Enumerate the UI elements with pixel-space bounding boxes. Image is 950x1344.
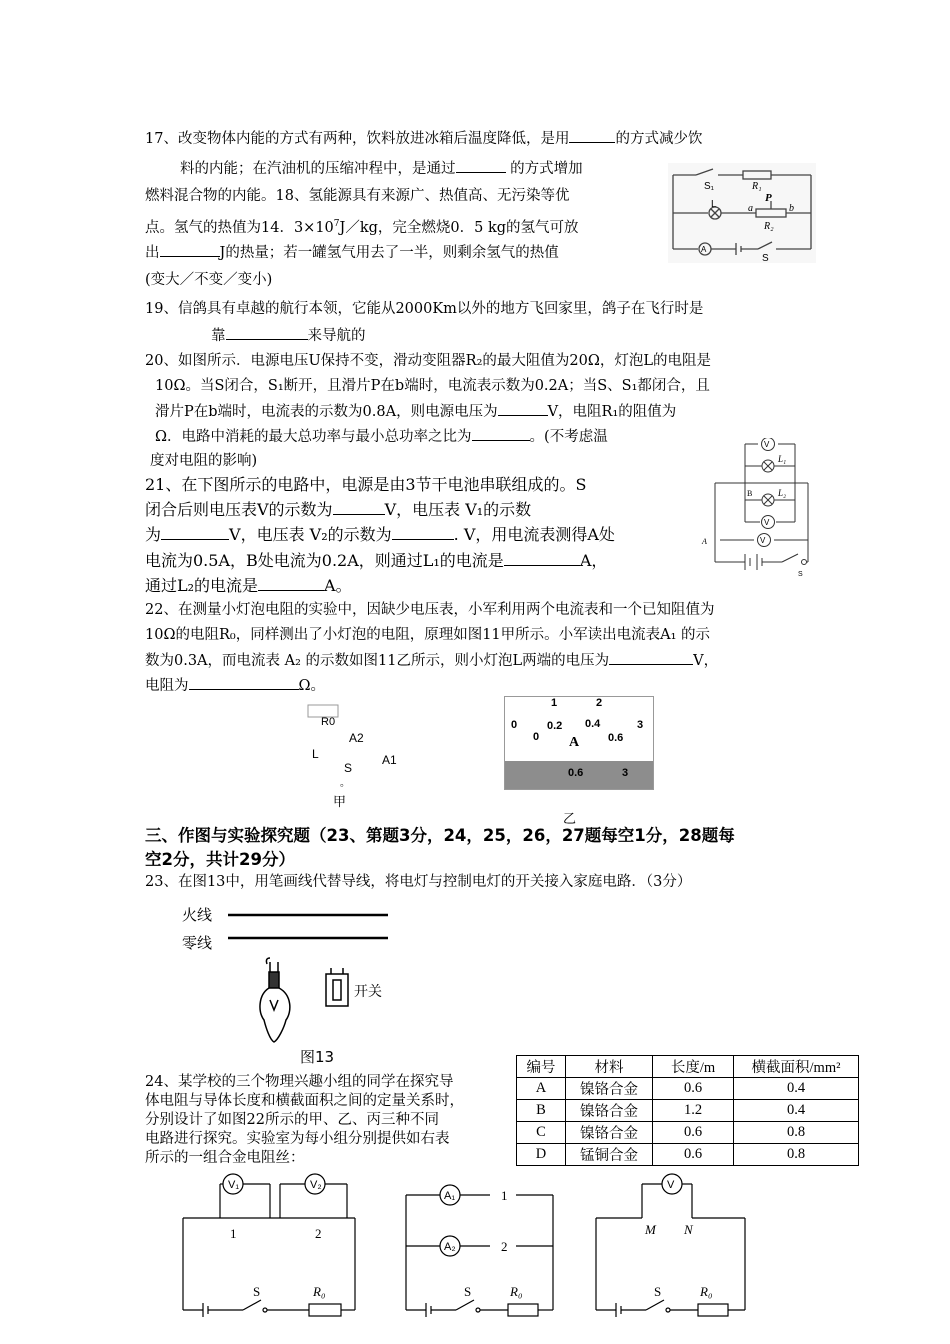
q17-blank-1[interactable] <box>569 127 615 143</box>
fig11-jia-s: S <box>344 761 353 775</box>
q18-line4: (变大／不变／变小) <box>145 272 273 288</box>
q21-blank-2[interactable] <box>161 524 229 540</box>
q22-line3: 数为0.3A，而电流表 A₂ 的示数如图11乙所示，则小灯泡L两端的电压为 V， <box>145 649 718 672</box>
fig18-s: S <box>762 253 769 263</box>
table-cell: 0.8 <box>734 1122 859 1144</box>
table-header-row <box>517 1056 859 1078</box>
table-cell: 镍铬合金 <box>566 1078 653 1100</box>
q21-blank-1[interactable] <box>333 499 385 515</box>
q20-line3: 滑片P在b端时，电流表的示数为0.8A，则电源电压为 V，电阻R₁的阻值为 <box>155 400 676 423</box>
q21-blank-5[interactable] <box>258 575 324 591</box>
fig18-s1: S₁ <box>704 181 715 192</box>
table-cell: 镍铬合金 <box>566 1122 653 1144</box>
q19-blank-1[interactable] <box>226 324 308 340</box>
fig18-r1: R₁ <box>752 181 762 192</box>
fig11-jia-dot: 。 <box>340 778 350 789</box>
fig11-yi-t1: 1 <box>551 697 558 709</box>
fig22-bing-v: V <box>667 1179 675 1191</box>
q18-line3: 出 J的热量；若一罐氢气用去了一半，则剩余氢气的热值 <box>145 241 559 264</box>
q24-line3: 分别设计了如图22所示的甲、乙、丙三种不同 <box>145 1112 439 1128</box>
fig13-live-label: 火线 <box>182 906 213 924</box>
fig22-yi-a2: A₂ <box>444 1241 456 1253</box>
table-cell: 0.6 <box>653 1122 734 1144</box>
section3-heading-line2: 空2分，共计29分） <box>145 850 295 869</box>
table-cell: 0.4 <box>734 1078 859 1100</box>
fig22-jia-v2: V₂ <box>310 1179 322 1191</box>
table-cell: B <box>517 1100 566 1122</box>
q24-line2: 体电阻与导体长度和横截面积之间的定量关系时， <box>145 1093 464 1109</box>
q20-blank-2[interactable] <box>472 425 530 441</box>
table-cell: 0.6 <box>653 1078 734 1100</box>
fig13-neutral-label: 零线 <box>182 934 213 952</box>
q20-line5: 度对电阻的影响) <box>150 453 258 469</box>
fig18-r2: R₂ <box>764 221 774 232</box>
fig22-jia-n2: 2 <box>315 1226 322 1241</box>
table-header: 编号 <box>517 1056 566 1078</box>
q17-line2: 料的内能；在汽油机的压缩冲程中，是通过 的方式增加 <box>180 157 583 180</box>
q20-line1: 20、如图所示．电源电压U保持不变，滑动变阻器R₂的最大阻值为20Ω，灯泡L的电阻是 <box>145 353 711 369</box>
fig22-yi-n1: 1 <box>501 1188 508 1203</box>
q18-line1: 燃料混合物的内能。18、氢能源具有来源广、热值高、无污染等优 <box>145 188 570 204</box>
fig21-v1: V <box>764 440 770 449</box>
table-cell: 锰铜合金 <box>566 1144 653 1166</box>
fig21-v2: V <box>764 518 770 527</box>
fig22-jia-n1: 1 <box>230 1226 237 1241</box>
fig22-bing-r0: R₀ <box>700 1284 713 1299</box>
q17-line1: 17、改变物体内能的方式有两种，饮料放进冰箱后温度降低，是用 的方式减少饮 <box>145 127 702 150</box>
q19-line1: 19、信鸽具有卓越的航行本领，它能从2000Km以外的地方飞回家里，鸽子在飞行时是 <box>145 301 704 317</box>
fig11-jia-l: L <box>312 747 319 761</box>
q18-blank-1[interactable] <box>160 241 220 257</box>
fig18-b: b <box>789 203 794 214</box>
q21-circuit-figure <box>700 438 820 578</box>
fig22-yi-r0: R₀ <box>510 1284 523 1299</box>
fig11-yi-unit: A <box>569 735 580 750</box>
table-cell: 0.4 <box>734 1100 859 1122</box>
fig22-bing-circuit <box>590 1170 755 1320</box>
fig18-p: P <box>765 192 772 204</box>
fig11-jia-a1: A1 <box>382 753 397 767</box>
fig18-l: L <box>711 199 717 210</box>
fig22-yi-n2: 2 <box>501 1239 508 1254</box>
q21-blank-4[interactable] <box>504 550 580 566</box>
alloy-table <box>516 1055 859 1166</box>
q20-line2: 10Ω。当S闭合，S₁断开，且滑片P在b端时，电流表示数为0.2A；当S、S₁都闭合，且 <box>155 378 710 394</box>
q22-line1: 22、在测量小灯泡电阻的实验中，因缺少电压表，小军利用两个电流表和一个已知阻值为 <box>145 602 715 618</box>
fig21-s: S <box>798 571 803 578</box>
q21-line3: 为 V，电压表 V₂的示数为 . V，用电流表测得A处 <box>145 525 615 544</box>
fig11-jia-caption: 甲 <box>333 795 347 810</box>
table-row <box>517 1078 859 1100</box>
fig11-yi-t04: 0.4 <box>585 718 601 730</box>
q22-line2: 10Ω的电阻R₀，同样测出了小灯泡的电阻，原理如图11甲所示。小军读出电流表A₁ 的示 <box>145 627 711 643</box>
q22-blank-1[interactable] <box>609 649 693 665</box>
fig22-bing-s: S <box>654 1284 662 1299</box>
fig21-l1: L₁ <box>778 454 787 464</box>
q20-line4: Ω．电路中消耗的最大总功率与最小总功率之比为 。(不考虑温 <box>155 425 608 448</box>
table-cell: 0.8 <box>734 1144 859 1166</box>
table-row <box>517 1144 859 1166</box>
q24-line1: 24、某学校的三个物理兴趣小组的同学在探究导 <box>145 1074 454 1090</box>
q22-blank-2[interactable] <box>189 674 299 690</box>
fig22-jia-r0: R₀ <box>313 1284 326 1299</box>
fig22-jia-v1: V₁ <box>228 1179 240 1191</box>
fig11-yi-t0: 0 <box>511 719 518 731</box>
fig21-v: V <box>760 536 766 545</box>
fig11-yi-t2: 2 <box>596 697 603 709</box>
q21-line5: 通过L₂的电流是 A。 <box>145 576 352 595</box>
fig22-jia-s: S <box>253 1284 261 1299</box>
fig21-l2: L₂ <box>778 488 787 498</box>
fig21-b: B <box>747 489 753 498</box>
q21-line2: 闭合后则电压表V的示数为 V，电压表 V₁的示数 <box>145 500 532 519</box>
q21-blank-3[interactable] <box>392 524 454 540</box>
fig11-jia <box>300 700 420 812</box>
bulb-icon <box>260 958 290 1042</box>
fig22-yi-s: S <box>464 1284 472 1299</box>
fig13-switch-label: 开关 <box>354 984 382 1000</box>
table-cell: 1.2 <box>653 1100 734 1122</box>
fig22-yi-a1: A₁ <box>444 1190 456 1202</box>
q24-line4: 电路进行探究。实验室为每小组分别提供如右表 <box>145 1131 450 1147</box>
fig22-bing-n: N <box>684 1222 693 1237</box>
table-header: 横截面积/mm² <box>734 1056 859 1078</box>
table-cell: 镍铬合金 <box>566 1100 653 1122</box>
table-cell: D <box>517 1144 566 1166</box>
fig11-yi-t06: 0.6 <box>608 732 624 744</box>
switch-icon <box>326 968 348 1006</box>
table-header: 材料 <box>566 1056 653 1078</box>
fig18-ammeter: A <box>701 245 707 254</box>
table-cell: 0.6 <box>653 1144 734 1166</box>
fig21-a: A <box>702 537 707 546</box>
q17-blank-2[interactable] <box>456 157 506 173</box>
q22-line4: 电阻为 Ω。 <box>145 674 325 697</box>
table-header: 长度/m <box>653 1056 734 1078</box>
fig22-jia-circuit <box>175 1170 365 1320</box>
q21-line1: 21、在下图所示的电路中，电源是由3节干电池串联组成的。S <box>145 475 587 494</box>
fig22-yi-circuit <box>398 1180 563 1320</box>
q23-text: 23、在图13中，用笔画线代替导线，将电灯与控制电灯的开关接入家庭电路．（3分） <box>145 874 692 890</box>
fig11-yi-t3: 3 <box>637 719 644 731</box>
fig11-yi-caption: 乙 <box>563 812 577 827</box>
fig11-yi-t02: 0.2 <box>547 720 563 732</box>
table-cell: C <box>517 1122 566 1144</box>
fig11-jia-r0: R0 <box>321 716 336 728</box>
fig22-bing-m: M <box>645 1222 656 1237</box>
fig18-a: a <box>748 203 753 214</box>
fig11-yi-term1: 0.6 <box>568 767 584 779</box>
fig11-jia-a2: A2 <box>349 731 364 745</box>
section3-heading-line1: 三、作图与实验探究题（23、第题3分，24，25，26，27题每空1分，28题每 <box>145 826 735 845</box>
table-row <box>517 1122 859 1144</box>
q21-line4: 电流为0.5A，B处电流为0.2A，则通过L₁的电流是 A， <box>145 551 608 570</box>
q18-line2: 点。氢气的热值为14．$3\times 10^7J/kg$，完全燃烧0．5 kg的氢气可放 <box>145 219 579 236</box>
q18-circuit-figure <box>668 163 816 263</box>
table-cell: A <box>517 1078 566 1100</box>
table-row <box>517 1100 859 1122</box>
fig13-caption: 图13 <box>300 1048 335 1066</box>
fig11-yi-t0b: 0 <box>533 731 540 743</box>
fig11-yi-term2: 3 <box>622 767 629 779</box>
fig13 <box>178 900 398 1070</box>
q20-blank-1[interactable] <box>498 400 548 416</box>
q19-line2: 靠 来导航的 <box>211 324 366 347</box>
q24-line5: 所示的一组合金电阻丝： <box>145 1150 305 1166</box>
